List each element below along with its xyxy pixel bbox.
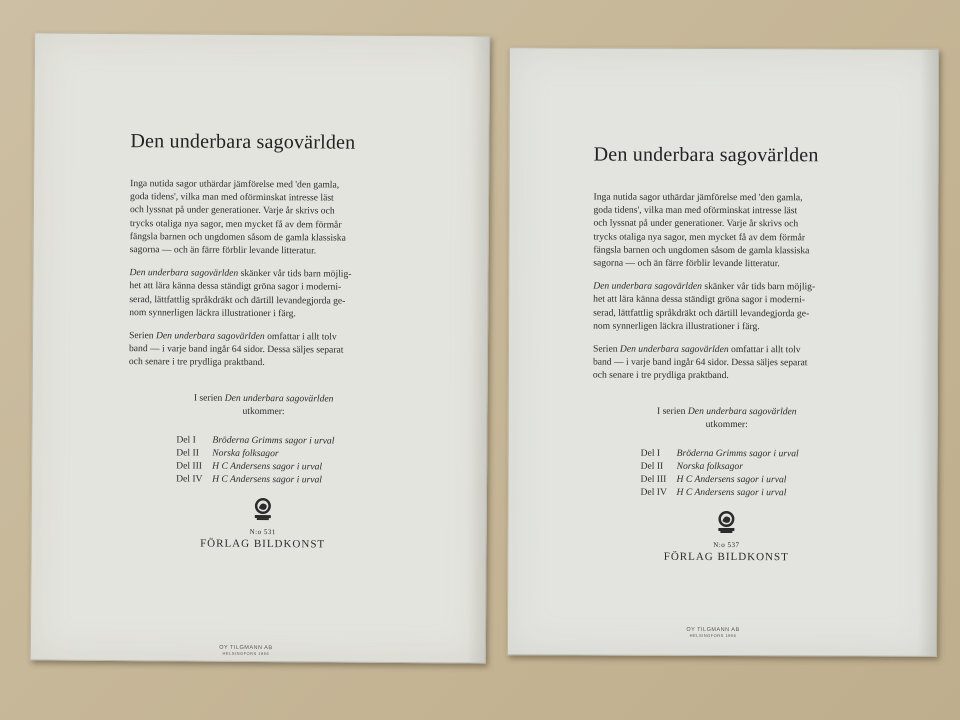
series-name: Den underbara sagovärlden	[593, 280, 702, 293]
catalog-number: N:o 531	[249, 527, 276, 536]
volume-item	[176, 472, 398, 487]
series-paragraph-text: omfattar i allt tolv band — i varje band ingår 64 sidor. Dessa säljes separat och senare i tre prydliga praktband.	[128, 331, 344, 369]
volume-item	[641, 472, 861, 486]
volume-title: H C Andersens sagor i urval	[676, 486, 787, 498]
printer-name: OY TILGMANN AB	[219, 644, 273, 652]
volume-number: Del II	[176, 447, 199, 459]
volume-number: Del I	[640, 447, 661, 459]
volume-list	[640, 446, 860, 499]
volume-number: Del II	[640, 460, 664, 472]
volume-title: H C Andersens sagor i urval	[676, 473, 787, 485]
series-paragraph-start: Serien	[592, 343, 620, 355]
series-name: Den underbara sagovärlden	[129, 267, 239, 280]
lion-emblem-icon	[714, 509, 738, 535]
series-paragraph	[593, 343, 861, 384]
description-text: skänker vår tids barn möjlig- het att lära känna dessa ständigt gröna sagor i moderni- serad, lättfattlig språkdräkt och därtill levandegjorda ge- nom synnerligen läckra illustrationer i färg.	[593, 281, 816, 332]
series-name: Den underbara sagovärlden	[155, 330, 265, 343]
intro-paragraph: Inga nutida sagor uthärdar jämförelse med 'den gamla, goda tidens', vilka man med oförminskat intresse läst och lyssnat på under generationer. Varje år skrivs och trycks otaliga nya sagor, men mycket få av dem förmår fängsla barnen och ungdomen såsom de gamla klassiska sagorna — och än färre förblir levande litteratur.	[593, 191, 810, 270]
printer-imprint	[31, 643, 461, 657]
series-name: Den underbara sagovärlden	[687, 405, 797, 417]
back-cover-text	[128, 130, 401, 551]
booklet-spine	[467, 36, 489, 662]
booklet-left	[30, 32, 490, 663]
series-name: Den underbara sagovärlden	[619, 343, 729, 356]
series-heading	[593, 404, 861, 431]
back-cover-text	[592, 144, 861, 564]
description-text: skänker vår tids barn möjlig- het att lära känna dessa ständigt gröna sagor i moderni- serad, lättfattlig språkdräkt och därtill levandegjorda ge- nom synnerligen läckra illustrationer i färg.	[129, 268, 352, 320]
volume-number: Del IV	[640, 486, 667, 498]
volume-title: Bröderna Grimms sagor i urval	[212, 434, 335, 447]
series-paragraph	[129, 329, 399, 370]
printer-place-year: HELSINGFORS 1956	[222, 650, 270, 657]
booklet-right	[507, 47, 939, 656]
lion-emblem-icon	[251, 496, 275, 522]
volume-title: H C Andersens sagor i urval	[212, 473, 323, 486]
volume-title: Bröderna Grimms sagor i urval	[676, 447, 799, 459]
printer-imprint	[508, 626, 918, 638]
description-paragraph	[129, 266, 399, 321]
series-heading-start: I serien	[656, 405, 688, 417]
publisher-name: FÖRLAG BILDKONST	[663, 550, 789, 563]
printer-name: OY TILGMANN AB	[686, 626, 740, 634]
series-heading-end: utkommer:	[242, 405, 285, 417]
volume-number: Del IV	[176, 473, 203, 485]
volume-item	[641, 459, 861, 473]
volume-item	[641, 446, 861, 460]
volume-title: Norska folksagor	[212, 447, 279, 459]
series-paragraph-start: Serien	[129, 330, 157, 342]
series-heading-start: I serien	[193, 392, 225, 404]
cover-title: Den underbara sagovärlden	[130, 130, 356, 154]
catalog-number: N:o 537	[713, 540, 740, 549]
series-name: Den underbara sagovärlden	[224, 392, 334, 405]
volume-list	[176, 433, 398, 487]
volume-number: Del I	[176, 434, 196, 446]
printer-place-year: HELSINGFORS 1956	[689, 632, 737, 639]
intro-paragraph: Inga nutida sagor uthärdar jämförelse med 'den gamla, goda tidens', vilka man med oförminskat intresse läst och lyssnat på under generationer. Varje år skrivs och trycks otaliga nya sagor, men mycket få av dem förmår fängsla barnen och ungdomen såsom de gamla klassiska sagorna — och än färre förblir levande litteratur.	[129, 178, 346, 257]
volume-number: Del III	[176, 460, 203, 472]
cover-title: Den underbara sagovärlden	[593, 143, 819, 167]
series-heading	[129, 391, 399, 419]
volume-title: H C Andersens sagor i urval	[212, 460, 323, 473]
series-paragraph-text: omfattar i allt tolv band — i varje band ingår 64 sidor. Dessa säljes separat och senare i tre prydliga praktband.	[592, 344, 808, 382]
description-paragraph	[593, 280, 861, 334]
publisher-logo	[128, 495, 398, 551]
volume-item	[640, 485, 860, 499]
volume-number: Del III	[640, 473, 667, 485]
booklet-spine	[918, 50, 938, 656]
publisher-name: FÖRLAG BILDKONST	[200, 537, 326, 551]
series-heading-end: utkommer:	[705, 418, 748, 430]
publisher-logo	[592, 508, 860, 563]
volume-title: Norska folksagor	[676, 460, 743, 472]
